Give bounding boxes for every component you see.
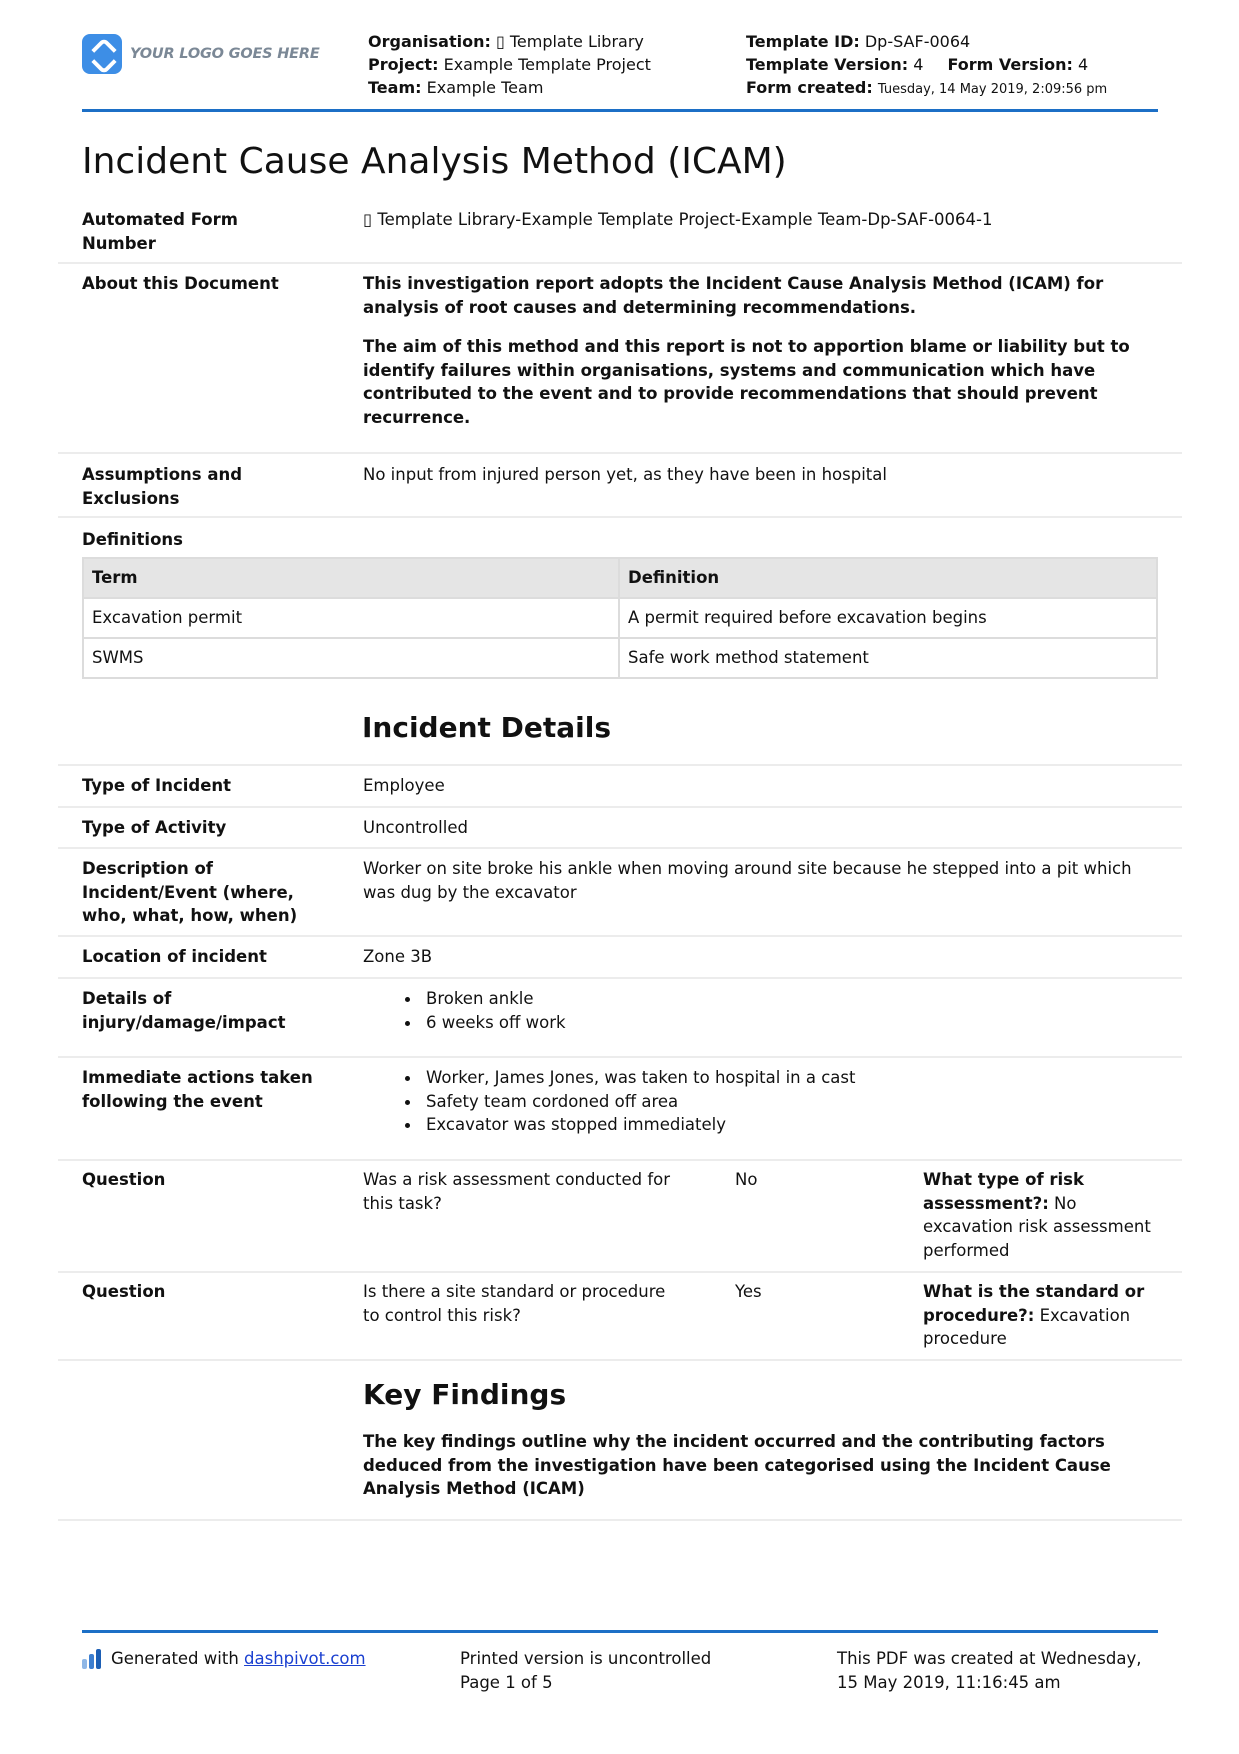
form-created-label: Form created: bbox=[746, 78, 873, 97]
description-row bbox=[58, 849, 1182, 937]
page-number: Page 1 of 5 bbox=[460, 1672, 553, 1692]
question-followup bbox=[923, 1168, 1163, 1262]
list-item: Broken ankle bbox=[363, 987, 1153, 1011]
table-row bbox=[83, 598, 1157, 638]
page-header bbox=[82, 30, 1158, 112]
followup-label: What is the standard or procedure?: bbox=[923, 1282, 1145, 1325]
template-id-label: Template ID: bbox=[746, 32, 860, 51]
assumptions-value: No input from injured person yet, as they have been in hospital bbox=[363, 465, 887, 484]
footer-generated bbox=[82, 1647, 366, 1671]
logo-text: YOUR LOGO GOES HERE bbox=[130, 45, 320, 62]
question-followup bbox=[923, 1280, 1163, 1351]
form-number-value: ▯ Template Library-Example Template Project-Example Team-Dp-SAF-0064-1 bbox=[363, 210, 993, 229]
question-label: Question bbox=[82, 1170, 166, 1189]
question-text: Is there a site standard or procedure to control this risk? bbox=[363, 1282, 666, 1325]
incident-details-heading: Incident Details bbox=[362, 711, 612, 744]
description-label: Description of Incident/Event (where, who, what, how, when) bbox=[82, 859, 298, 925]
injury-row bbox=[58, 979, 1182, 1058]
generated-prefix: Generated with bbox=[111, 1649, 239, 1668]
form-version-label: Form Version: bbox=[947, 55, 1073, 74]
dashpivot-logo-icon bbox=[82, 1649, 103, 1669]
injury-label: Details of injury/damage/impact bbox=[82, 989, 286, 1032]
immediate-actions-label: Immediate actions taken following the event bbox=[82, 1068, 313, 1111]
about-paragraph-1: This investigation report adopts the Incident Cause Analysis Method (ICAM) for analysis of root causes and determining recommendations. bbox=[363, 274, 1104, 317]
question-label: Question bbox=[82, 1282, 166, 1301]
header-org-info bbox=[368, 30, 651, 99]
assumptions-label: Assumptions and Exclusions bbox=[82, 465, 243, 508]
key-findings-text: The key findings outline why the incident occurred and the contributing factors deduced from the investigation have been categorised using the Incident Cause Analysis Method (ICAM) bbox=[363, 1432, 1111, 1498]
about-value bbox=[363, 272, 1153, 429]
question-answer: Yes bbox=[735, 1282, 762, 1301]
followup-label: What type of risk assessment?: bbox=[923, 1170, 1084, 1213]
question-row bbox=[58, 1161, 1182, 1273]
question-row bbox=[58, 1273, 1182, 1361]
type-of-incident-row bbox=[58, 766, 1182, 808]
template-version-value: 4 bbox=[913, 55, 924, 74]
column-header-definition: Definition bbox=[619, 558, 1157, 598]
project-label: Project: bbox=[368, 55, 439, 74]
team-label: Team: bbox=[368, 78, 422, 97]
definitions-table bbox=[82, 557, 1158, 679]
form-created-value: Tuesday, 14 May 2019, 2:09:56 pm bbox=[877, 82, 1108, 97]
section-divider bbox=[58, 740, 1182, 766]
question-text: Was a risk assessment conducted for this task? bbox=[363, 1170, 671, 1213]
injury-list-container bbox=[363, 987, 1153, 1034]
term-cell: Excavation permit bbox=[83, 598, 619, 638]
immediate-actions-row bbox=[58, 1058, 1182, 1161]
template-id-value: Dp-SAF-0064 bbox=[864, 32, 971, 51]
list-item: Safety team cordoned off area bbox=[363, 1090, 1153, 1114]
form-number-row bbox=[58, 202, 1182, 264]
type-of-incident-value: Employee bbox=[363, 776, 445, 795]
form-number-label: Automated Form Number bbox=[82, 210, 238, 253]
definition-cell: A permit required before excavation begins bbox=[619, 598, 1157, 638]
team-value: Example Team bbox=[426, 78, 544, 97]
definition-cell: Safe work method statement bbox=[619, 638, 1157, 678]
page-title: Incident Cause Analysis Method (ICAM) bbox=[82, 141, 787, 182]
dashpivot-link[interactable]: dashpivot.com bbox=[244, 1649, 366, 1668]
company-logo bbox=[82, 34, 320, 74]
definitions-label: Definitions bbox=[82, 530, 183, 549]
list-item: Worker, James Jones, was taken to hospital in a cast bbox=[363, 1066, 1153, 1090]
actions-list bbox=[363, 1066, 1153, 1137]
followup-value: Excavation procedure bbox=[923, 1305, 1131, 1348]
location-label: Location of incident bbox=[82, 947, 267, 966]
list-item: 6 weeks off work bbox=[363, 1011, 1153, 1035]
about-row bbox=[58, 264, 1182, 454]
column-header-term: Term bbox=[83, 558, 619, 598]
page-footer bbox=[82, 1630, 1158, 1692]
question-answer: No bbox=[735, 1170, 758, 1189]
project-value: Example Template Project bbox=[443, 55, 651, 74]
about-paragraph-2: The aim of this method and this report is not to apportion blame or liability but to identify failures within organisations, systems and communication which have contributed to the event and to provide recommendations that should prevent recurrence. bbox=[363, 337, 1130, 427]
type-of-incident-label: Type of Incident bbox=[82, 776, 232, 795]
footer-print-info bbox=[460, 1647, 711, 1694]
followup-value: No excavation risk assessment performed bbox=[923, 1193, 1151, 1260]
definitions-header-row bbox=[83, 558, 1157, 598]
type-of-activity-row bbox=[58, 808, 1182, 849]
printed-note: Printed version is uncontrolled bbox=[460, 1649, 712, 1668]
location-row bbox=[58, 937, 1182, 979]
assumptions-row bbox=[58, 454, 1182, 518]
injury-list bbox=[363, 987, 1153, 1034]
table-row bbox=[83, 638, 1157, 678]
actions-list-container bbox=[363, 1066, 1153, 1137]
term-cell: SWMS bbox=[83, 638, 619, 678]
key-findings-heading: Key Findings bbox=[363, 1378, 567, 1411]
list-item: Excavator was stopped immediately bbox=[363, 1113, 1153, 1137]
organisation-label: Organisation: bbox=[368, 32, 491, 51]
type-of-activity-value: Uncontrolled bbox=[363, 818, 468, 837]
template-version-label: Template Version: bbox=[746, 55, 909, 74]
key-findings-row bbox=[58, 1361, 1182, 1521]
type-of-activity-label: Type of Activity bbox=[82, 818, 227, 837]
location-value: Zone 3B bbox=[363, 947, 433, 966]
header-template-info bbox=[746, 30, 1107, 101]
description-value: Worker on site broke his ankle when moving around site because he stepped into a pit which was dug by the excavator bbox=[363, 859, 1132, 902]
pdf-created-note: This PDF was created at Wednesday, 15 May 2019, 11:16:45 am bbox=[837, 1649, 1142, 1692]
logo-icon bbox=[82, 34, 122, 74]
organisation-value: ▯ Template Library bbox=[495, 32, 644, 51]
about-label: About this Document bbox=[82, 274, 279, 293]
form-version-value: 4 bbox=[1077, 55, 1089, 74]
